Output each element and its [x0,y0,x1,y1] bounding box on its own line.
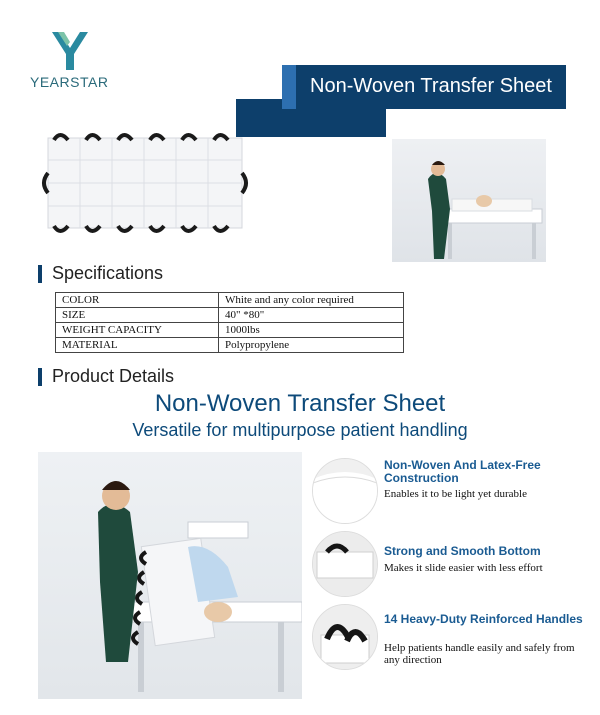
spec-value: Polypropylene [219,338,404,353]
spec-key: COLOR [56,293,219,308]
brand-name: YEARSTAR [30,74,109,90]
feature-image-handles [312,604,378,670]
brand-logo [30,30,140,90]
spec-key: SIZE [56,308,219,323]
feature-title: Non-Woven And Latex-Free Construction [384,458,541,485]
nurse-bed-photo [392,139,546,262]
spec-value: 40" *80" [219,308,404,323]
table-row [56,323,404,338]
spec-key: WEIGHT CAPACITY [56,323,219,338]
header-banner [296,65,566,109]
table-row [56,293,404,308]
specifications-table [55,292,404,353]
heading-bar [38,265,42,283]
table-row [56,338,404,353]
product-title: Non-Woven Transfer Sheet [154,390,446,417]
feature-image-nonwoven [312,458,378,524]
product-subtitle: Versatile for multipurpose patient handling [132,420,468,440]
patient-transfer-photo [38,452,302,699]
heading-bar [38,368,42,386]
product-details-heading [38,366,174,387]
feature-title: 14 Heavy-Duty Reinforced Handles [384,612,583,626]
feature-description: Makes it slide easier with less effort [384,562,543,574]
specifications-label: Specifications [52,263,164,283]
specifications-heading [38,263,163,284]
yearstar-logo-icon [50,30,90,72]
spec-value: 1000lbs [219,323,404,338]
transfer-sheet-image [40,128,250,238]
feature-title: Strong and Smooth Bottom [384,544,541,558]
feature-description: Enables it to be light yet durable [384,488,527,500]
product-details-label: Product Details [52,366,175,386]
table-row [56,308,404,323]
spec-value: White and any color required [219,293,404,308]
page-title: Non-Woven Transfer Sheet [310,75,552,97]
feature-description: Help patients handle easily and safely from any direction [384,642,575,666]
spec-key: MATERIAL [56,338,219,353]
feature-image-bottom [312,531,378,597]
